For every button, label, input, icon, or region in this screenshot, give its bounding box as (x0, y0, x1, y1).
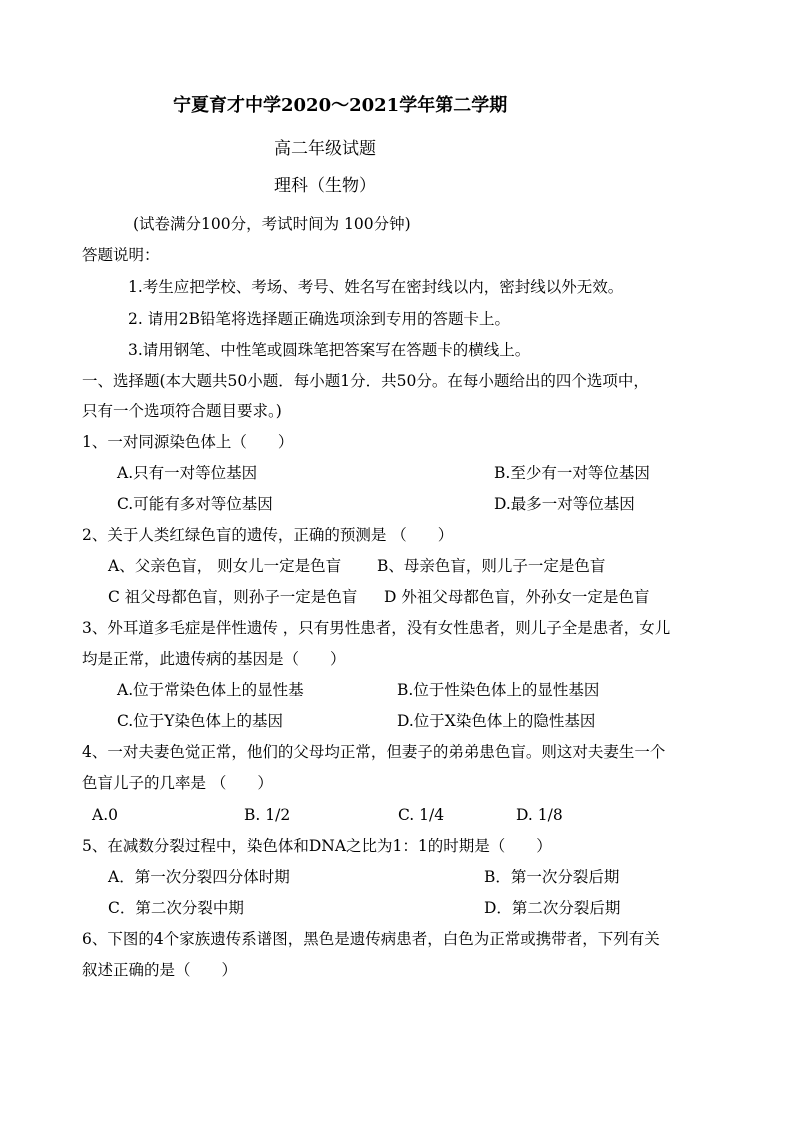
question-option: C. 1/4 (398, 806, 445, 824)
section-heading: 一、选择题(本大题共50小题．每小题1分．共50分。在每小题给出的四个选项中， (82, 372, 649, 390)
question-option: C．第二次分裂中期 (108, 899, 244, 917)
question-option: A．第一次分裂四分体时期 (108, 868, 290, 886)
question-option: A.位于常染色体上的显性基 (117, 681, 304, 699)
question-option: D.位于X染色体上的隐性基因 (397, 712, 596, 730)
question-option: A.0 (92, 806, 118, 824)
question-stem: 色盲儿子的几率是 （ ） (82, 774, 273, 792)
question-stem: 1、一对同源染色体上（ ） (82, 433, 294, 451)
question-option: B.至少有一对等位基因 (494, 464, 650, 482)
question-option: B、母亲色盲，则儿子一定是色盲 (377, 557, 606, 575)
question-option: A.只有一对等位基因 (117, 464, 258, 482)
question-option: D.最多一对等位基因 (494, 495, 635, 513)
instruction-item: 3.请用钢笔、中性笔或圆珠笔把答案写在答题卡的横线上。 (128, 341, 531, 359)
question-stem: 叙述正确的是（ ） (82, 961, 238, 979)
question-option: C 祖父母都色盲，则孙子一定是色盲 (108, 588, 358, 606)
grade-title: 高二年级试题 (274, 139, 376, 159)
question-option: B．第一次分裂后期 (484, 868, 620, 886)
question-stem: 均是正常，此遗传病的基因是（ ） (82, 650, 346, 668)
question-option: D 外祖父母都色盲，外孙女一定是色盲 (384, 588, 650, 606)
question-stem: 2、关于人类红绿色盲的遗传，正确的预测是 （ ） (82, 526, 454, 544)
question-option: D. 1/8 (516, 806, 563, 824)
question-stem: 6、下图的4个家族遗传系谱图，黑色是遗传病患者，白色为正常或携带者，下列有关 (82, 930, 660, 948)
exam-info: (试卷满分100分，考试时间为 100分钟) (133, 215, 411, 233)
question-option: C.可能有多对等位基因 (117, 495, 273, 513)
question-option: A、父亲色盲， 则女儿一定是色盲 (108, 557, 342, 575)
question-option: B. 1/2 (244, 806, 291, 824)
instructions-heading: 答题说明： (82, 246, 160, 264)
instruction-item: 2. 请用2B铅笔将选择题正确选项涂到专用的答题卡上。 (128, 310, 510, 328)
question-stem: 5、在减数分裂过程中，染色体和DNA之比为1：1的时期是（ ） (82, 837, 552, 855)
question-stem: 4、一对夫妻色觉正常，他们的父母均正常，但妻子的弟弟患色盲。则这对夫妻生一个 (82, 743, 666, 761)
subject-title: 理科（生物） (274, 176, 376, 196)
question-option: B.位于性染色体上的显性基因 (397, 681, 600, 699)
section-heading: 只有一个选项符合题目要求。) (82, 402, 282, 420)
question-option: D．第二次分裂后期 (484, 899, 621, 917)
instruction-item: 1.考生应把学校、考场、考号、姓名写在密封线以内，密封线以外无效。 (128, 278, 624, 296)
school-term-title: 宁夏育才中学2020～2021学年第二学期 (173, 95, 508, 116)
question-stem: 3、外耳道多毛症是伴性遗传 ，只有男性患者，没有女性患者，则儿子全是患者，女儿 (82, 619, 671, 637)
question-option: C.位于Y染色体上的基因 (117, 712, 283, 730)
